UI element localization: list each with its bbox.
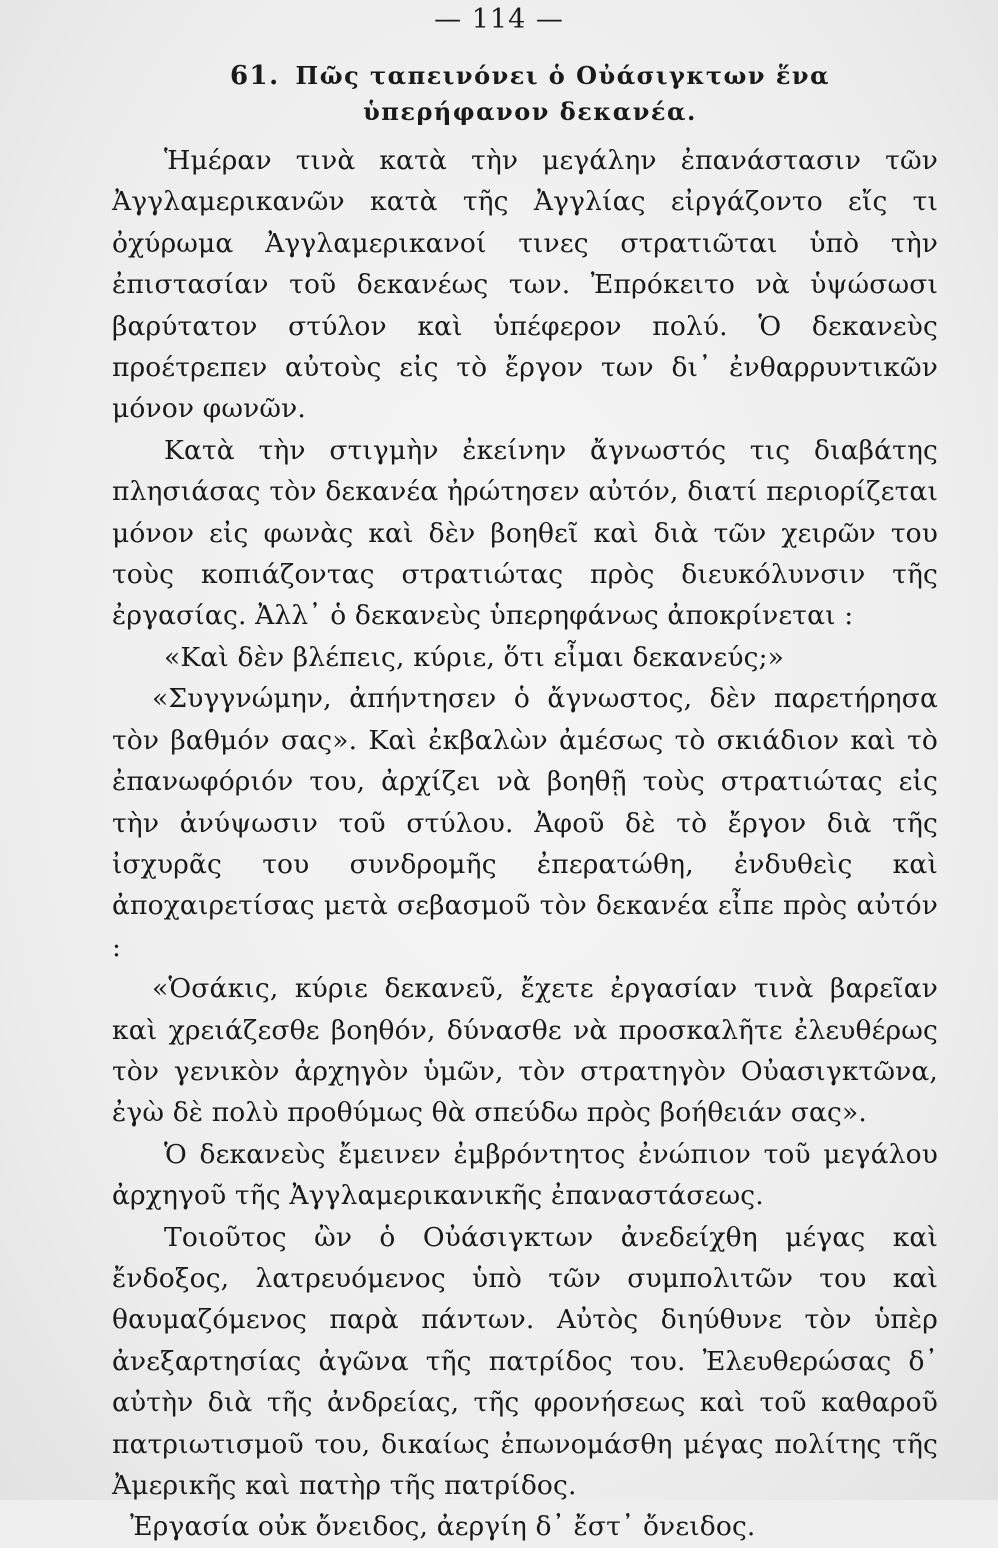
paragraph-washington: Τοιοῦτος ὢν ὁ Οὐάσιγκτων ἀνεδείχθη μέγας καὶ ἔνδοξος, λατρευόμενος ὑπὸ τῶν συμπολιτῶν του καὶ θαυμαζόμενος παρὰ πάντων. Αὐτὸς διηύθυνε τὸν ὑπὲρ ἀνεξαρτησίας ἀγῶνα τῆς πατρίδος του. Ἐλευθερώσας δ᾽ αὐτὴν διὰ τῆς ἀνδρείας, τῆς φρονήσεως καὶ τοῦ καθαροῦ πατριωτισμοῦ του, δικαίως ἐπωνομάσθη μέγας πολίτης τῆς Ἀμερικῆς καὶ πατὴρ τῆς πατρίδος. bbox=[112, 1221, 938, 1501]
paragraph-2: Κατὰ τὴν στιγμὴν ἐκείνην ἄγνωστός τις διαβάτης πλησιάσας τὸν δεκανέα ἠρώτησεν αὐτόν, διατί περιορίζεται μόνον εἰς φωνὰς καὶ δὲν βοηθεῖ καὶ διὰ τῶν χειρῶν του τοὺς κοπιάζοντας στρατιώτας πρὸς διευκόλυνσιν τῆς ἐργασίας. Ἀλλ᾽ ὁ δεκανεὺς ὑπερηφάνως ἀποκρίνεται : bbox=[112, 434, 938, 632]
quote-stranger: «Συγγνώμην, ἀπήντησεν ὁ ἄγνωστος, δὲν παρετήρησα τὸν βαθμόν σας». Καὶ ἐκβαλὼν ἀμέσως τὸ σκιάδιον καὶ τὸ ἐπανωφόριόν του, ἀρχίζει νὰ βοηθῇ τοὺς στρατιώτας εἰς τὴν ἀνύψωσιν τοῦ στύλου. Ἀφοῦ δὲ τὸ ἔργον διὰ τῆς ἰσχυρᾶς του συνδρομῆς ἐπερατώθη, ἐνδυθεὶς καὶ ἀποχαιρετίσας μετὰ σεβασμοῦ τὸν δεκανέα εἶπε πρὸς αὐτόν : bbox=[112, 683, 938, 963]
closing-saying: Ἐργασία οὐκ ὄνειδος, ἀεργίη δ᾽ ἔστ᾽ ὄνειδος. bbox=[130, 1511, 756, 1543]
chapter-title: Πῶς ταπεινόνει ὁ Οὐάσιγκτων ἕνα ὑπερήφανον δεκανέα. bbox=[295, 61, 831, 126]
chapter-heading bbox=[150, 58, 910, 130]
paragraph-corporal-stunned: Ὁ δεκανεὺς ἔμεινεν ἐμβρόντητος ἐνώπιον τοῦ μεγάλου ἀρχηγοῦ τῆς Ἀγγλαμερικανικῆς ἐπαναστάσεως. bbox=[112, 1138, 938, 1212]
chapter-number: 61. bbox=[229, 61, 280, 91]
page-number: — 114 — bbox=[434, 4, 564, 35]
quote-washington: «Ὁσάκις, κύριε δεκανεῦ, ἔχετε ἐργασίαν τινὰ βαρεῖαν καὶ χρειάζεσθε βοηθόν, δύνασθε νὰ προσκαλῆτε ἐλευθέρως τὸν γενικὸν ἀρχηγὸν ὑμῶν, τὸν στρατηγὸν Οὐασιγκτῶνα, ἐγὼ δὲ πολὺ προθύμως θὰ σπεύδω πρὸς βοήθειάν σας». bbox=[112, 973, 938, 1129]
body-text bbox=[112, 140, 938, 1548]
paragraph-1: Ἡμέραν τινὰ κατὰ τὴν μεγάλην ἐπανάστασιν τῶν Ἀγγλαμερικανῶν κατὰ τῆς Ἀγγλίας εἰργάζοντο εἴς τι ὀχύρωμα Ἀγγλαμερικανοί τινες στρατιῶται ὑπὸ τὴν ἐπιστασίαν τοῦ δεκανέως των. Ἐπρόκειτο νὰ ὑψώσωσι βαρύτατον στύλον καὶ ὑπέφερον πολύ. Ὁ δεκανεὺς προέτρεπεν αὐτοὺς εἰς τὸ ἔργον των δι᾽ ἐνθαρρυντικῶν μόνον φωνῶν. bbox=[112, 145, 938, 425]
quote-corporal: «Καὶ δὲν βλέπεις, κύριε, ὅτι εἶμαι δεκανεύς;» bbox=[164, 641, 785, 673]
